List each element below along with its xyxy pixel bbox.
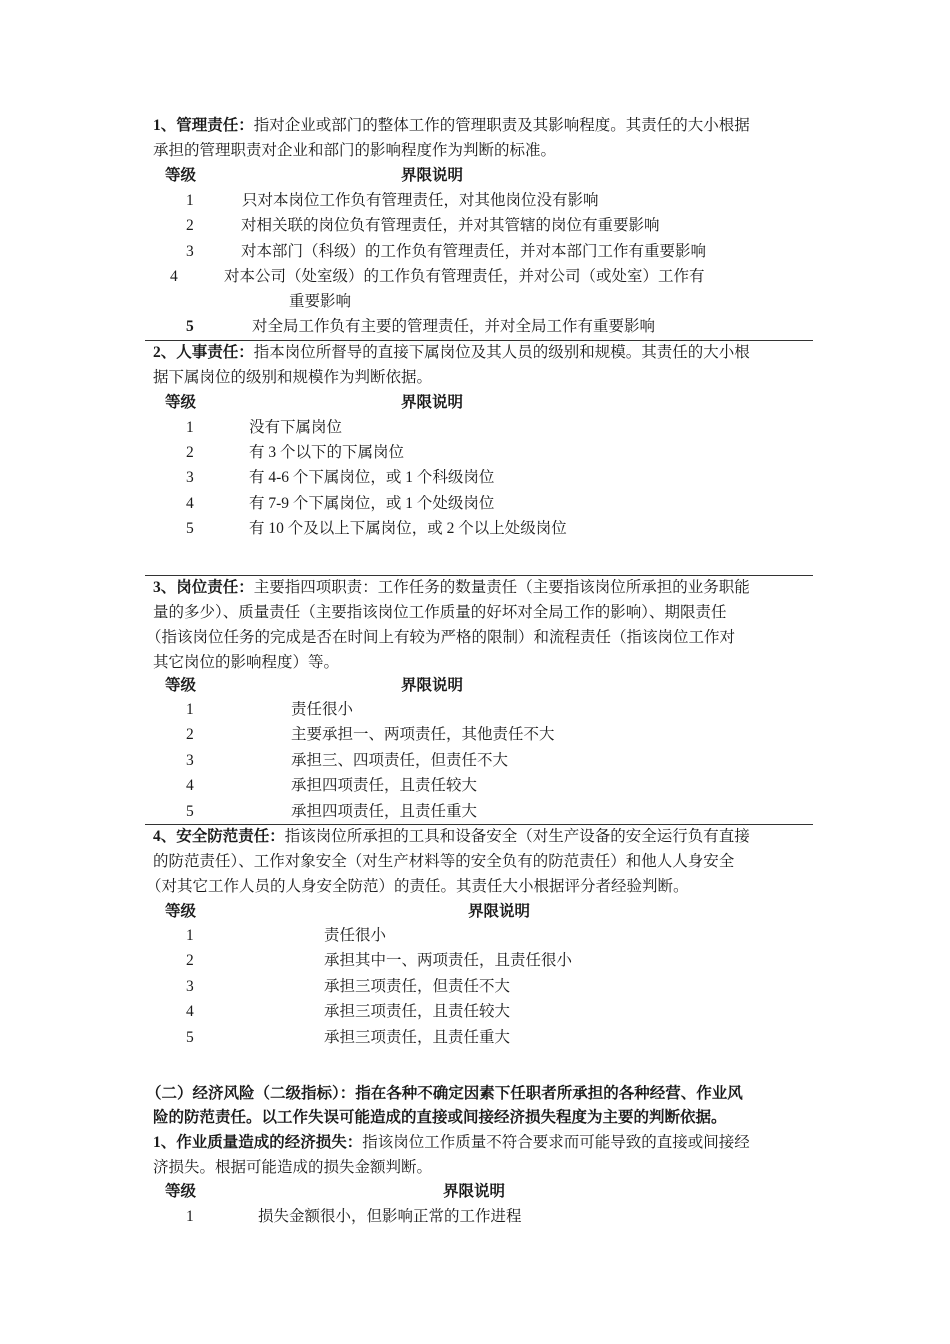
section-3-desc-line4: 其它岗位的影响程度）等。	[153, 654, 340, 671]
s3-row-text: 责任很小	[291, 701, 354, 718]
s3-row-level: 5	[186, 803, 194, 820]
section-1-desc-line2: 承担的管理职责对企业和部门的影响程度作为判断的标准。	[153, 142, 557, 159]
section-3-header-level: 等级	[165, 677, 197, 694]
section-1-header-desc: 界限说明	[401, 167, 464, 184]
section-4-intro	[153, 826, 750, 848]
s2-row-level: 4	[186, 495, 194, 512]
s3-row-level: 3	[186, 752, 194, 769]
s2-row-text: 有 4-6 个下属岗位，或 1 个科级岗位	[249, 469, 495, 486]
s3-row-text: 主要承担一、两项责任，其他责任不大	[291, 726, 555, 743]
s1-row-level: 3	[186, 243, 194, 260]
section-2-desc-line1: 指本岗位所督导的直接下属岗位及其人员的级别和规模。其责任的大小根	[253, 344, 750, 361]
section-3-desc-line3: （指该岗位任务的完成是否在时间上有较为严格的限制）和流程责任（指该岗位工作对	[146, 629, 736, 646]
s1-row-level: 1	[186, 192, 194, 209]
s2-row-level: 1	[186, 419, 194, 436]
section-2-title: 2、人事责任：	[153, 344, 254, 361]
s4-row-text: 承担其中一、两项责任，且责任很小	[324, 952, 573, 969]
s4-row-level: 1	[186, 927, 194, 944]
s4-row-level: 2	[186, 952, 194, 969]
s1-row-text-cont: 重要影响	[289, 293, 352, 310]
econ-heading-line2: 险的防范责任。以工作失误可能造成的直接或间接经济损失程度为主要的判断依据。	[153, 1109, 727, 1126]
s1-row-text: 只对本岗位工作负有管理责任，对其他岗位没有影响	[242, 192, 599, 209]
section-4-desc-line1: 指该岗位所承担的工具和设备安全（对生产设备的安全运行负有直接	[284, 828, 750, 845]
section-5-intro	[153, 1132, 750, 1154]
section-divider	[145, 340, 813, 341]
s2-row-text: 有 7-9 个下属岗位，或 1 个处级岗位	[249, 495, 495, 512]
s3-row-text: 承担四项责任，且责任重大	[291, 803, 478, 820]
section-4-header-level: 等级	[165, 903, 197, 920]
s4-row-level: 4	[186, 1003, 194, 1020]
s4-row-level: 5	[186, 1029, 194, 1046]
s1-row-level: 2	[186, 217, 194, 234]
s2-row-level: 2	[186, 444, 194, 461]
section-3-desc-line1: 主要指四项职责：工作任务的数量责任（主要指该岗位所承担的业务职能	[253, 579, 750, 596]
s5-row-level: 1	[186, 1208, 194, 1225]
section-2-desc-line2: 据下属岗位的级别和规模作为判断依据。	[153, 369, 433, 386]
section-5-header-level: 等级	[165, 1183, 197, 1200]
s3-row-text: 承担三、四项责任，但责任不大	[291, 752, 509, 769]
section-divider	[145, 575, 813, 576]
section-5-desc-line2: 济损失。根据可能造成的损失金额判断。	[153, 1159, 433, 1176]
section-1-header-level: 等级	[165, 167, 197, 184]
s2-row-text: 没有下属岗位	[249, 419, 343, 436]
section-1-title: 1、管理责任：	[153, 117, 254, 134]
s4-row-text: 责任很小	[324, 927, 387, 944]
section-4-desc-line3: （对其它工作人员的人身安全防范）的责任。其责任大小根据评分者经验判断。	[146, 878, 689, 895]
s3-row-level: 2	[186, 726, 194, 743]
section-2-intro	[153, 342, 750, 364]
section-4-title: 4、安全防范责任：	[153, 828, 285, 845]
s4-row-level: 3	[186, 978, 194, 995]
section-2-header-desc: 界限说明	[401, 394, 464, 411]
section-4-header-desc: 界限说明	[468, 903, 531, 920]
section-4-desc-line2: 的防范责任）、工作对象安全（对生产材料等的安全负有的防范责任）和他人人身安全	[153, 853, 735, 870]
s4-row-text: 承担三项责任，且责任重大	[324, 1029, 511, 1046]
s1-row-text: 对本公司（处室级）的工作负有管理责任，并对公司（或处室）工作有	[224, 268, 705, 285]
s1-row-level: 5	[186, 318, 194, 335]
s3-row-level: 4	[186, 777, 194, 794]
s2-row-text: 有 3 个以下的下属岗位	[249, 444, 405, 461]
s2-row-level: 5	[186, 520, 194, 537]
econ-heading-line1: （二）经济风险（二级指标）：指在各种不确定因素下任职者所承担的各种经营、作业风	[146, 1085, 743, 1102]
s1-row-text: 对本部门（科级）的工作负有管理责任，并对本部门工作有重要影响	[241, 243, 707, 260]
section-5-title: 1、作业质量造成的经济损失：	[153, 1134, 363, 1151]
section-3-title: 3、岗位责任：	[153, 579, 254, 596]
section-3-desc-line2: 量的多少）、质量责任（主要指该岗位工作质量的好坏对全局工作的影响）、期限责任	[153, 604, 727, 621]
section-divider	[145, 824, 813, 825]
section-1-desc-line1: 指对企业或部门的整体工作的管理职责及其影响程度。其责任的大小根据	[253, 117, 750, 134]
s1-row-text: 对相关联的岗位负有管理责任，并对其管辖的岗位有重要影响	[241, 217, 660, 234]
s4-row-text: 承担三项责任，且责任较大	[324, 1003, 511, 1020]
section-3-intro	[153, 577, 750, 599]
section-1-intro	[153, 115, 750, 137]
s3-row-level: 1	[186, 701, 194, 718]
s2-row-level: 3	[186, 469, 194, 486]
section-5-desc-line1: 指该岗位工作质量不符合要求而可能导致的直接或间接经	[362, 1134, 750, 1151]
section-5-header-desc: 界限说明	[443, 1183, 506, 1200]
s2-row-text: 有 10 个及以上下属岗位，或 2 个以上处级岗位	[249, 520, 567, 537]
s3-row-text: 承担四项责任，且责任较大	[291, 777, 478, 794]
s4-row-text: 承担三项责任，但责任不大	[324, 978, 511, 995]
s1-row-text: 对全局工作负有主要的管理责任，并对全局工作有重要影响	[252, 318, 656, 335]
s1-row-level: 4	[170, 268, 178, 285]
section-2-header-level: 等级	[165, 394, 197, 411]
section-3-header-desc: 界限说明	[401, 677, 464, 694]
s5-row-text: 损失金额很小，但影响正常的工作进程	[258, 1208, 522, 1225]
